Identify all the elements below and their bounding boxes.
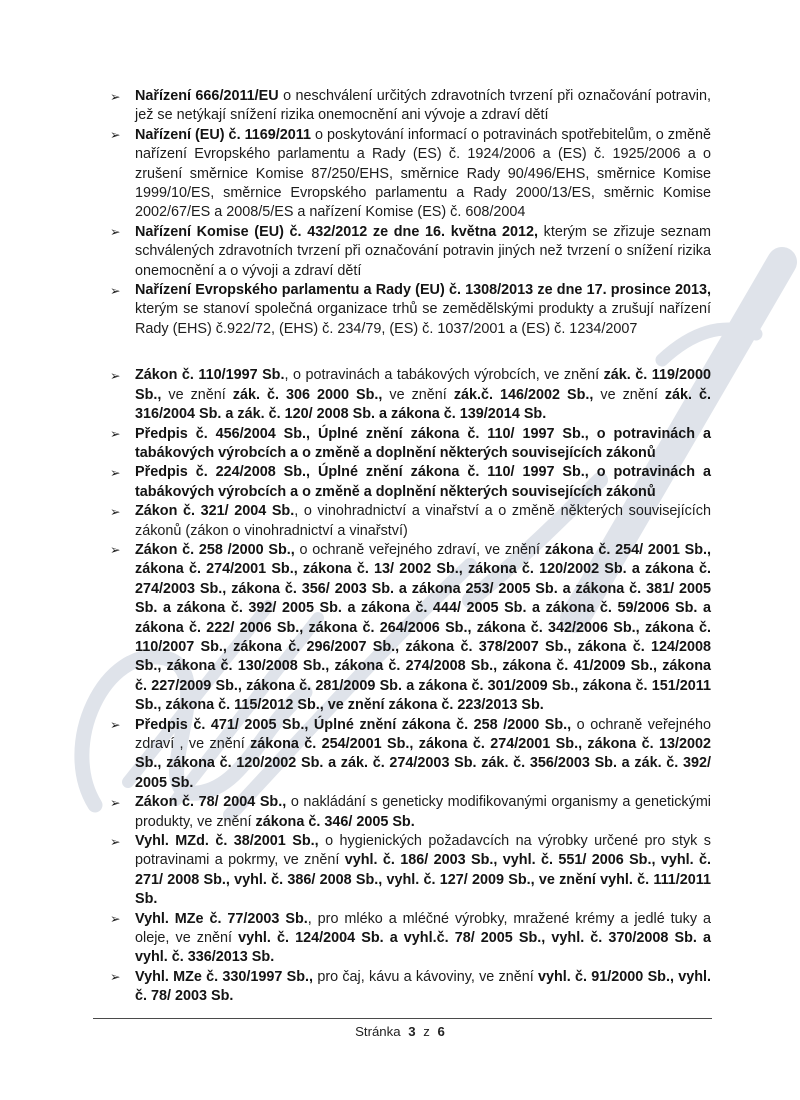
item-text: Zákon č. 78/ 2004 Sb., o nakládání s geneticky modifikovanými organismy a genetickými produkty, ve znění zákona č. 346/ 2005 Sb. [135,794,712,830]
arrow-bullet-icon: ➢ [110,795,121,810]
item-text: Vyhl. MZd. č. 38/2001 Sb., o hygienických požadavcích na výrobky určené pro styk s potravinami a pokrmy, ve znění vyhl. č. 186/ 2003 Sb., vyhl. č. 551/ 2006 Sb., vyhl. č. 271/ 2008 Sb., vyhl. č. 386/ 2008 Sb., vyhl. č. 127/ 2009 Sb., ve znění vyhl. č. 111/2011 Sb. [135,833,712,908]
item-text: Zákon č. 258 /2000 Sb., o ochraně veřejného zdraví, ve znění zákona č. 254/ 2001 Sb., zákona č. 274/2001 Sb., zákona č. 13/ 2002 Sb., zákona č. 120/2002 Sb. a zákona č. 274/2003 Sb., zákona č. 356/ 2003 Sb. a zákona 253/ 2005 Sb. a zákona č. 381/ 2005 Sb. a zákona č. 392/ 2005 Sb. a zákona č. 444/ 2005 Sb. a zákona č. 59/2006 Sb. a zákona č. 222/ 2006 Sb., zákona č. 264/2006 Sb., zákona č. 342/2006 Sb., zákona č. 110/2007 Sb., zákona č. 296/2007 Sb., zákona č. 378/2007 Sb., zákona č. 124/2008 Sb., zákona č. 130/2008 Sb., zákona č. 274/2008 Sb., zákona č. 41/2009 Sb., zákona č. 227/2009 Sb., zákona č. 281/2009 Sb. a zákona č. 301/2009 Sb., zákona č. 151/2011 Sb., zákona č. 115/2012 Sb., ve znění zákona č. 223/2013 Sb. [135,541,711,714]
item-text: Vyhl. MZe č. 77/2003 Sb., pro mléko a mléčné výrobky, mražené krémy a jedlé tuky a oleje, ve znění vyhl. č. 124/2004 Sb. a vyhl.č. 78/ 2005 Sb., vyhl. č. 370/2008 Sb. a vyhl. č. 336/2013 Sb. [135,910,711,966]
page-number-total: 6 [437,1024,445,1039]
arrow-bullet-icon: ➢ [110,128,121,143]
page-number [0,1024,800,1039]
list-item [110,223,711,281]
list-item [110,425,711,464]
arrow-bullet-icon: ➢ [110,970,121,985]
arrow-bullet-icon: ➢ [110,912,121,927]
arrow-bullet-icon: ➢ [110,543,121,558]
regulation-list [110,87,711,1007]
list-item [110,541,711,716]
item-text: Vyhl. MZe č. 330/1997 Sb., pro čaj, kávu a kávoviny, ve znění vyhl. č. 91/2000 Sb., vyhl. č. 78/ 2003 Sb. [135,968,711,1005]
arrow-bullet-icon: ➢ [110,427,121,441]
page-number-current: 3 [408,1024,416,1039]
arrow-bullet-icon: ➢ [110,283,121,298]
regulation-list-container [110,87,711,1007]
item-text: Předpis č. 471/ 2005 Sb., Úplné znění zákona č. 258 /2000 Sb., o ochraně veřejného zdraví , ve znění zákona č. 254/2001 Sb., zákona č. 274/2001 Sb., zákona č. 13/2002 Sb., zákona č. 120/2002 Sb. a zák. č. 274/2003 Sb. zák. č. 356/2003 Sb. a zák. č. 392/ 2005 Sb. [135,716,711,791]
list-item [110,832,711,910]
item-text: Nařízení Evropského parlamentu a Rady (EU) č. 1308/2013 ze dne 17. prosince 2013, kterým se stanoví společná organizace trhů se zemědělskými produkty a zrušují nařízení Rady (EHS) č.922/72, (EHS) č. 234/79, (ES) č. 1037/2001 a (ES) č. 1234/2007 [135,282,711,337]
footer-rule [93,1018,712,1019]
arrow-bullet-icon: ➢ [110,89,121,104]
arrow-bullet-icon: ➢ [110,465,121,480]
item-text: Nařízení (EU) č. 1169/2011 o poskytování informací o potravinách spotřebitelům, o změně nařízení Evropského parlamentu a Rady (ES) č. 1924/2006 a (ES) č. 1925/2006 a o zrušení směrnice Komise 87/250/EHS, směrnice Rady 90/496/EHS, směrnice Komise 1999/10/ES, směrnice Evropského parlamentu a Rady 2000/13/ES, směrnic Komise 2002/67/ES a 2008/5/ES a nařízení Komise (ES) č. 608/2004 [135,126,711,221]
item-text: Předpis č. 456/2004 Sb., Úplné znění zákona č. 110/ 1997 Sb., o potravinách a tabákových výrobcích a o změně a doplnění některých souvisejících zákonů [135,425,711,461]
list-item [110,502,711,541]
list-item [110,716,711,794]
item-text: Předpis č. 224/2008 Sb., Úplné znění zákona č. 110/ 1997 Sb., o potravinách a tabákových výrobcích a o změně a doplnění některých souvisejících zákonů [135,464,711,500]
arrow-bullet-icon: ➢ [110,225,121,240]
arrow-bullet-icon: ➢ [110,718,121,733]
list-item [110,87,711,126]
page-number-label: Stránka [355,1024,401,1039]
list-item [110,366,711,424]
arrow-bullet-icon: ➢ [110,834,121,849]
arrow-bullet-icon: ➢ [110,368,121,383]
list-item [110,968,711,1007]
list-item [110,910,711,968]
list-item [110,793,711,832]
arrow-bullet-icon: ➢ [110,504,121,519]
item-text: Nařízení 666/2011/EU o neschválení určitých zdravotních tvrzení při označování potravin, jež se netýkají snížení rizika onemocnění ani vývoje a zdraví dětí [135,88,711,124]
item-text: Nařízení Komise (EU) č. 432/2012 ze dne 16. května 2012, kterým se zřizuje seznam schválených zdravotních tvrzení při označování potravin jiných než tvrzení o snížení rizika onemocnění a o vývoji a zdraví dětí [135,223,711,279]
item-text: Zákon č. 110/1997 Sb., o potravinách a tabákových výrobcích, ve znění zák. č. 119/2000 Sb., ve znění zák. č. 306 2000 Sb., ve znění zák.č. 146/2002 Sb., ve znění zák. č. 316/2004 Sb. a zák. č. 120/ 2008 Sb. a zákona č. 139/2014 Sb. [135,367,712,423]
page-number-separator: z [423,1024,430,1039]
list-item [110,281,711,339]
list-item [110,126,711,223]
item-text: Zákon č. 321/ 2004 Sb., o vinohradnictví a vinařství a o změně některých souvisejících zákonů (zákon o vinohradnictví a vinařství) [135,503,712,539]
list-item [110,463,711,502]
